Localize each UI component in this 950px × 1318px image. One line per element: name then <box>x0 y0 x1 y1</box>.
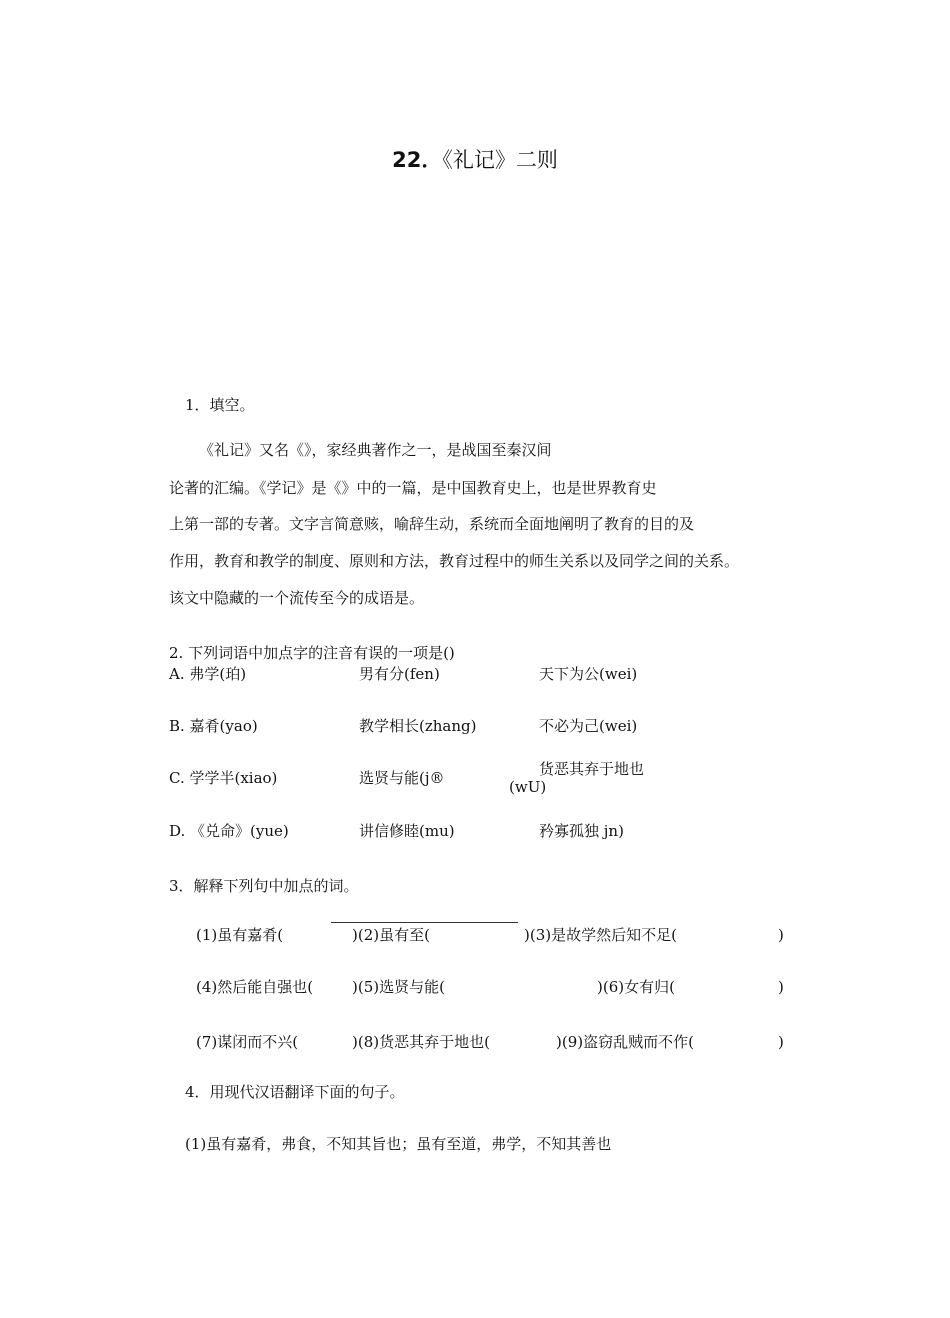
q3-heading: 3．解释下列句中加点的词。 <box>169 877 359 895</box>
q2-heading: 2. 下列词语中加点字的注音有误的一项是() <box>169 644 455 662</box>
q2-option-d-col2: 讲信修睦(mu) <box>359 822 455 840</box>
q3-item-close: ) <box>778 1033 784 1051</box>
q2-option-c-col3-pinyin: (wU) <box>509 778 547 796</box>
q1-line: 《礼记》又名《》，家经典著作之一，是战国至秦汉间 <box>199 441 552 459</box>
q1-line: 论著的汇编。《学记》是《》中的一篇，是中国教育史上，也是世界教育史 <box>169 479 657 497</box>
answer-underline <box>331 922 518 923</box>
q4-heading: 4．用现代汉语翻译下面的句子。 <box>185 1083 405 1101</box>
q3-item-1: (1)虽有嘉肴( <box>196 926 284 944</box>
q2-option-c-col3: 货恶其弃于地也 <box>539 760 645 778</box>
q2-option-d-col3: 矜寡孤独 jn) <box>539 822 624 840</box>
q3-item-2: )(2)虽有至( <box>352 926 430 944</box>
q2-option-b-col3: 不必为己(wei) <box>539 717 638 735</box>
q2-option-a-col3: 天下为公(wei) <box>539 665 638 683</box>
q1-line: 该文中隐藏的一个流传至今的成语是。 <box>169 589 425 607</box>
q4-sentence-1: (1)虽有嘉肴，弗食，不知其旨也；虽有至道，弗学，不知其善也 <box>185 1135 612 1153</box>
q3-item-4: (4)然后能自强也( <box>196 978 314 996</box>
q2-option-b-col1: B. 嘉肴(yao) <box>169 717 258 735</box>
q3-item-3: )(3)是故学然后知不足( <box>524 926 677 944</box>
q2-option-c-col1: C. 学学半(xiao) <box>169 769 278 787</box>
q2-option-a-col1: A. 弗学(珀) <box>169 665 247 683</box>
q3-item-5: )(5)选贤与能( <box>352 978 445 996</box>
title-text: 《礼记》二则 <box>442 148 558 172</box>
title-number: 22． <box>392 148 443 172</box>
q2-option-a-col2: 男有分(fen) <box>359 665 440 683</box>
page-title <box>0 144 950 174</box>
q3-item-7: (7)谋闭而不兴( <box>196 1033 299 1051</box>
q3-item-close: ) <box>778 926 784 944</box>
q1-line: 上第一部的专著。文字言简意赅，喻辞生动，系统而全面地阐明了教育的目的及 <box>169 515 695 533</box>
q3-item-8: )(8)货恶其弃于地也( <box>352 1033 490 1051</box>
q2-option-d-col1: D. 《兑命》(yue) <box>169 822 289 840</box>
q3-item-6: )(6)女有归( <box>597 978 675 996</box>
q1-line: 作用，教育和教学的制度、原则和方法，教育过程中的师生关系以及同学之间的关系。 <box>169 552 740 570</box>
q3-item-9: )(9)盗窃乱贼而不作( <box>556 1033 694 1051</box>
q2-option-b-col2: 教学相长(zhang) <box>359 717 477 735</box>
q1-heading: 1．填空。 <box>185 396 255 414</box>
q3-item-close: ) <box>778 978 784 996</box>
q2-option-c-col2: 选贤与能(j® <box>359 769 445 787</box>
